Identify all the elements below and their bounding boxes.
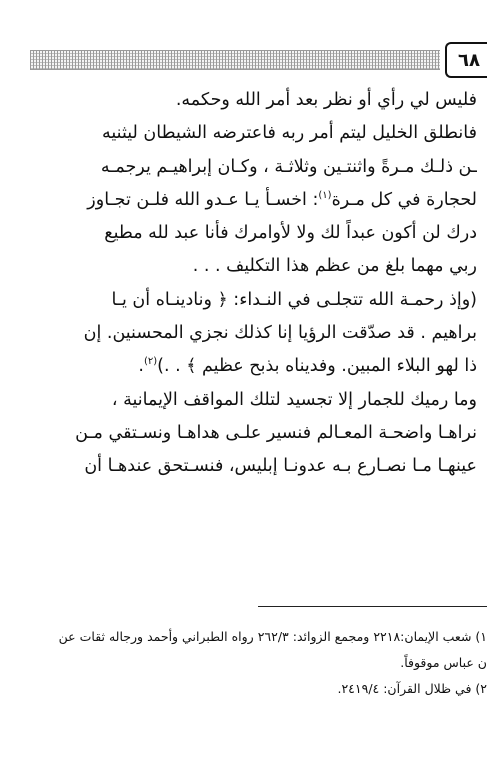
body-line: (وإذ رحمـة الله تتجلـى في النـداء: ﴿ ونادينـاه أن يـا <box>111 289 477 310</box>
footnote-line: ٢) في ظلال القرآن: ٢٤١٩/٤. <box>337 681 487 696</box>
body-line <box>0 350 477 383</box>
header-ornament-band <box>30 50 440 70</box>
body-line: ـن ذلـك مـرةً واثنتـين وثلاثـة ، وكـان إبراهيـم يرجمـه <box>100 156 477 177</box>
body-line-text: لحجارة في كل مـرة <box>331 189 477 210</box>
body-line-tail: : اخسـأ يـا عـدو الله فلـن تجـاوز <box>87 189 319 210</box>
body-text <box>0 84 477 484</box>
body-line <box>0 184 477 217</box>
body-line: فانطلق الخليل ليتم أمر ربه فاعترضه الشيطان ليثنيه <box>102 123 477 144</box>
footnotes <box>0 624 487 702</box>
body-line: عينهـا مـا نصـارع بـه عدونـا إبليس، فنسـتحق عندهـا أن <box>84 456 477 477</box>
body-line: براهيم . قد صدّقت الرؤيا إنا كذلك نجزي المحسنين. إن <box>83 323 477 344</box>
page-number: ٦٨ <box>445 42 487 78</box>
body-line-tail: . <box>138 356 144 377</box>
footnote-separator <box>258 606 487 607</box>
footnote-ref-1: (١) <box>318 190 332 202</box>
body-line-text: ذا لهو البلاء المبين. وفديناه بذبح عظيم ﴾ . .) <box>157 356 477 377</box>
body-line: ربي مهما بلغ من عظم هذا التكليف . . . <box>192 256 477 277</box>
body-line: فليس لي رأي أو نظر بعد أمر الله وحكمه. <box>175 90 477 110</box>
body-line: درك لن أكون عبداً لك ولا لأوامرك فأنا عبد لله مطيع <box>104 223 477 244</box>
footnote-line: ن عباس موقوفاً. <box>400 655 487 670</box>
body-line: وما رميك للجمار إلا تجسيد لتلك المواقف الإيمانية ، <box>111 389 477 410</box>
footnote-ref-2: (٢) <box>143 356 158 368</box>
footnote-line: ١) شعب الإيمان:٢٢١٨ ومجمع الزوائد: ٢٦٢/٣ رواه الطبراني وأحمد ورجاله ثقات عن <box>58 629 487 644</box>
body-line: نراهـا واضحـة المعـالم فنسير علـى هداهـا ونسـتقي مـن <box>75 422 477 443</box>
